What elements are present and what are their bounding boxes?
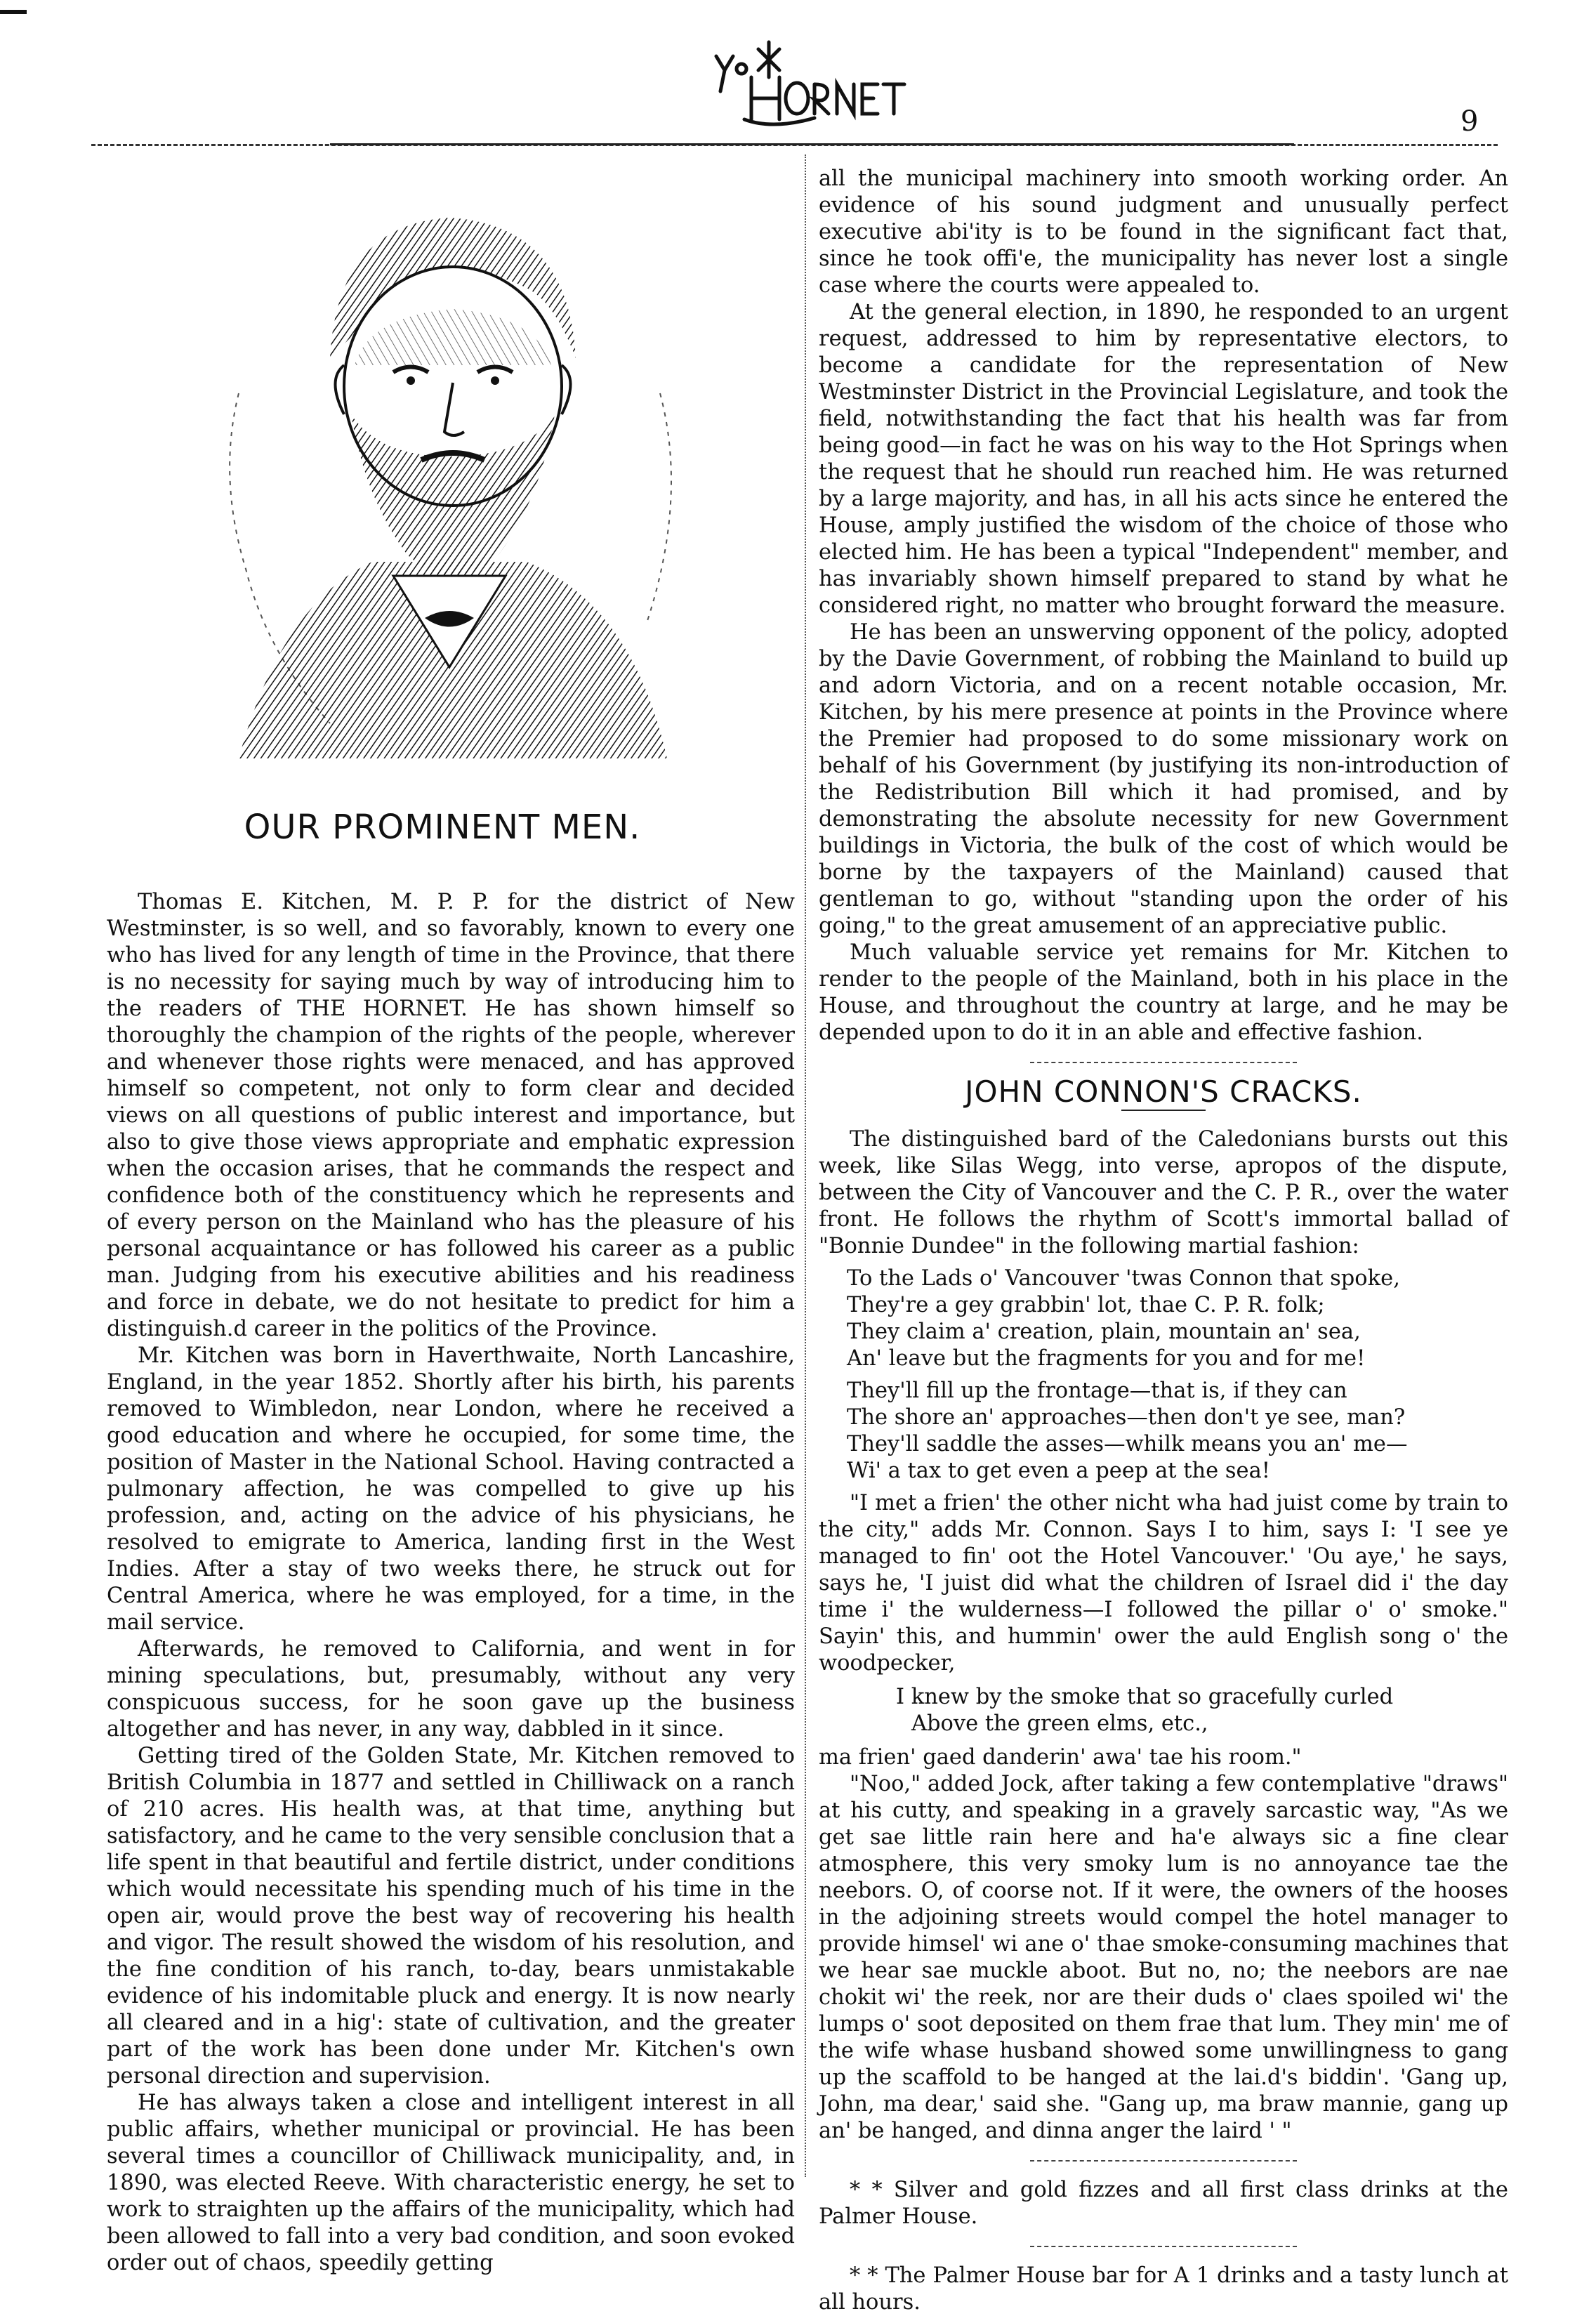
paragraph: all the municipal machinery into smooth working order. An evidence of his sound judgment and unusually perfect executive abi'ity is to be found in the significant fact that, since he took offi'e, the municipality has never lost a single case where the courts were appealed to. xyxy=(819,166,1508,298)
paragraph: "I met a frien' the other nicht wha had juist come by train to the city," adds Mr. Connon. Says I to him, says I: 'I see ye managed to fin' oot the Hotel Vancouver.' 'Ou aye,' he says, says he, 'I juist did what the children of Israel did i' the day time i' the wulderness—I followed the pillar o' o' smoke." Sayin' this, and hummin' ower the auld English song o' the woodpecker, xyxy=(819,1491,1508,1676)
paragraph: The distinguished bard of the Caledonians bursts out this week, like Silas Wegg, into verse, apropos of the dispute, between the City of Vancouver and the C. P. R., over the water front. He follows the rhythm of Scott's immortal ballad of "Bonnie Dundee" in the following martial fashion: xyxy=(819,1127,1508,1258)
verse-line: An' leave but the fragments for you and for me! xyxy=(847,1346,1366,1371)
margin-mark xyxy=(0,10,27,14)
verse-line: I knew by the smoke that so gracefully curled xyxy=(896,1685,1394,1709)
advertisement-notice: * * The Palmer House bar for A 1 drinks and a tasty lunch at all hours. xyxy=(819,2263,1508,2315)
verse-stanza xyxy=(847,1378,1508,1485)
section-divider xyxy=(1030,2246,1297,2247)
verse-line: The shore an' approaches—then don't ye see, man? xyxy=(847,1405,1406,1430)
paragraph: He has always taken a close and intelligent interest in all public affairs, whether municipal or provincial. He has been several times a councillor of Chilliwack municipality, and, in 1890, was elected Reeve. With characteristic energy, he set to work to straighten up the affairs of the municipality, which had been allowed to fall into a very bad condition, and soon evoked order out of chaos, speedily getting xyxy=(107,2091,795,2275)
advertisement-notice: * * Silver and gold fizzes and all first class drinks at the Palmer House. xyxy=(819,2178,1508,2229)
paragraph: At the general election, in 1890, he responded to an urgent request, addressed to him by representative electors, to become a candidate for the representation of New Westminster District in the Provincial Legislature, and took the field, notwithstanding the fact that his health was far from being good—in fact he was on his way to the Hot Springs when the request that he should run reached him. He was returned by a large majority, and has, in all his acts since he entered the House, amply justified the wisdom of the choice of those who elected him. He has been a typical "Independent" member, and has invariably shown himself prepared to stand by what he considered right, no matter who brought forward the measure. xyxy=(819,300,1508,618)
verse-line: They claim a' creation, plain, mountain an' sea, xyxy=(847,1320,1361,1344)
verse-line: Above the green elms, etc., xyxy=(911,1711,1208,1736)
paragraph: Thomas E. Kitchen, M. P. P. for the district of New Westminster, is so well, and so favorably, known to every one who has lived for any length of time in the Province, that there is no necessity for saying much by way of introducing him to the readers of THE HORNET. He has shown himself so thoroughly the champion of the rights of the people, wherever and whenever those rights were menaced, and has approved himself so competent, not only to form clear and decided views on all questions of public interest and importance, but also to give those views appropriate and emphatic expression when the occasion arises, that he commands the respect and confidence both of the constituency which he represents and of every person on the Mainland who has the pleasure of his personal acquaintance or has followed his career as a public man. Judging from his executive abilities and his readiness and force in debate, we do not hesitate to predict for him a distinguish.d career in the politics of the Province. xyxy=(107,890,795,1341)
paragraph: ma frien' gaed danderin' awa' tae his room." xyxy=(819,1745,1302,1770)
verse-line: To the Lads o' Vancouver 'twas Connon that spoke, xyxy=(847,1266,1400,1291)
page-number: 9 xyxy=(1460,105,1479,138)
column-divider xyxy=(805,154,806,2177)
paragraph: Mr. Kitchen was born in Haverthwaite, North Lancashire, England, in the year 1852. Shortly after his birth, his parents removed to Wimbledon, near London, where he received a good education and where he occupied, for some time, the position of Master in the National School. Having contracted a pulmonary affection, he was compelled to give up his profession, and, acting on the advice of his physicians, he resolved to emigrate to America, landing first in the West Indies. After a stay of two weeks there, he struck out for Central America, where he was employed, for a time, in the mail service. xyxy=(107,1343,795,1635)
verse-stanza xyxy=(847,1265,1508,1372)
left-article-body xyxy=(107,889,795,2277)
section-heading: JOHN CONNON'S CRACKS. xyxy=(965,1074,1362,1109)
paragraph: Afterwards, he removed to California, and went in for mining speculations, but, presumably, without any very conspicuous success, for he soon gave up the business altogether and has never, in any way, dabbled in it since. xyxy=(107,1637,795,1742)
masthead-logo xyxy=(702,28,913,133)
header-rule-solid xyxy=(330,143,1294,145)
heading-underline xyxy=(1121,1110,1206,1111)
paragraph: He has been an unswerving opponent of the policy, adopted by the Davie Government, of robbing the Mainland to build up and adorn Victoria, and on a recent notable occasion, Mr. Kitchen, by his mere presence at points in the Province where the Premier had proposed to do some missionary work on behalf of his Government (by justifying its non-introduction of the Redistribution Bill which it had promised, and by demonstrating the absolute necessity for new Government buildings in Victoria, the bulk of the cost of which would be borne by the taxpayers of the Mainland) caused that gentleman to go, without "standing upon the order of his going," to the great amusement of an appreciative public. xyxy=(819,620,1508,938)
right-column-body xyxy=(819,166,1508,2316)
portrait-illustration xyxy=(211,183,688,794)
verse-line: They're a gey grabbin' lot, thae C. P. R. folk; xyxy=(847,1293,1325,1317)
paragraph: Much valuable service yet remains for Mr. Kitchen to render to the people of the Mainland, both in his place in the House, and throughout the country at large, and he may be depended upon to do it in an able and effective fashion. xyxy=(819,940,1508,1045)
verse-stanza xyxy=(896,1684,1508,1737)
section-divider xyxy=(1030,1062,1297,1063)
verse-line: Wi' a tax to get even a peep at the sea! xyxy=(847,1459,1271,1483)
section-divider xyxy=(1030,2160,1297,2162)
verse-line: They'll fill up the frontage—that is, if they can xyxy=(847,1379,1347,1403)
article-heading: OUR PROMINENT MEN. xyxy=(244,808,641,847)
verse-line: They'll saddle the asses—whilk means you an' me— xyxy=(847,1432,1408,1456)
paragraph: Getting tired of the Golden State, Mr. Kitchen removed to British Columbia in 1877 and settled in Chilliwack on a ranch of 210 acres. His health was, at that time, anything but satisfactory, and he came to the very sensible conclusion that a life spent in that beautiful and fertile district, under conditions which would necessitate his spending much of his time in the open air, would prove the best way of recovering his health and vigor. The result showed the wisdom of his resolution, and the fine condition of his ranch, to-day, bears unmistakable evidence of his indomitable pluck and energy. It is now nearly all cleared and in a hig': state of cultivation, and the greater part of the work has been done under Mr. Kitchen's own personal direction and supervision. xyxy=(107,1744,795,2088)
paragraph: "Noo," added Jock, after taking a few contemplative "draws" at his cutty, and speaking in a gravely sarcastic way, "As we get sae little rain here and ha'e always sic a fine clear atmosphere, this very smoky lum is no annoyance tae the neebors. O, of coorse not. If it were, the owners of the hooses in the adjoining streets would compel the hotel manager to provide himsel' wi ane o' thae smoke-consuming machines that we hear sae muckle aboot. But no, no; the neebors are nae chokit wi' the reek, nor are their duds o' claes spoiled wi' the lumps o' soot deposited on them frae that lum. They min' me of the wife whase husband showed some unwillingness to gang up the scaffold to be hanged at the lai.d's biddin'. 'Gang up, John, ma dear,' said she. "Gang up, ma braw mannie, gang up an' be hanged, and dinna anger the laird ' " xyxy=(819,1772,1508,2143)
